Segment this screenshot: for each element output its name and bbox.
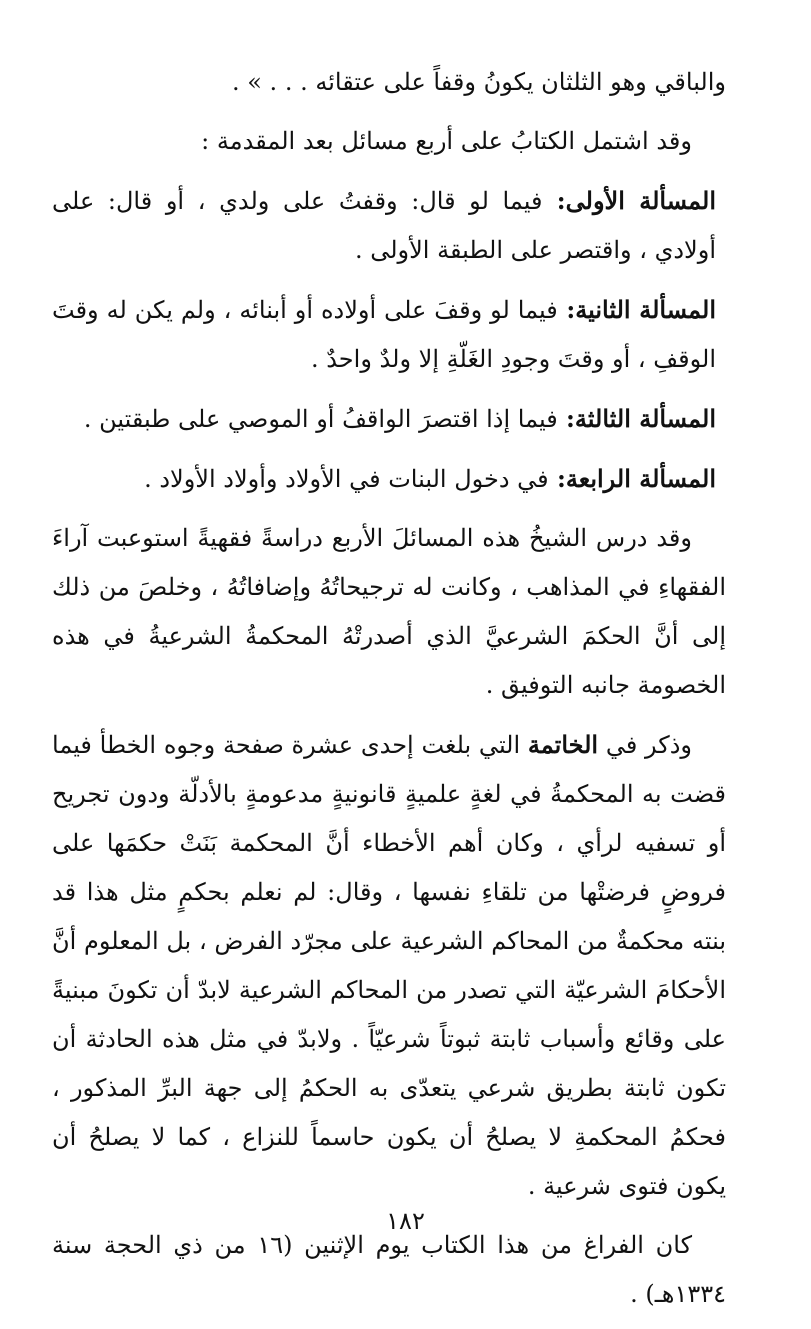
issue-three-text: فيما إذا اقتصرَ الواقفُ أو الموصي على طبقتين . (83, 405, 558, 433)
issue-one-text: فيما لو قال: وقفتُ على ولدي ، أو قال: على أولادي ، واقتصر على الطبقة الأولى . (52, 187, 716, 264)
paragraph-text: كان الفراغ من هذا الكتاب يوم الإثنين (١٦ من ذي الحجة سنة ١٣٣٤هـ) . (52, 1231, 726, 1308)
page-number: ١٨٢ (386, 1207, 425, 1235)
issue-two-text: فيما لو وقفَ على أولاده أو أبنائه ، ولم يكن له وقتَ الوقفِ ، أو وقتَ وجودِ الغَلّةِ إلا ولدٌ واحدٌ . (52, 296, 716, 373)
paragraph-text: وقد درس الشيخُ هذه المسائلَ الأربع دراسةً فقهيةً استوعبت آراءَ الفقهاءِ في المذاهب ، وكانت له ترجيحاتُهُ وإضافاتُهُ ، وخلصَ من ذلك إلى أنَّ الحكمَ الشرعيَّ الذي أصدرتْهُ المحكمةُ الشرعيةُ في هذه الخصومة جانبه التوفيق . (52, 524, 726, 699)
issue-three (52, 394, 726, 444)
issue-four-text: في دخول البنات في الأولاد وأولاد الأولاد . (144, 465, 549, 493)
quote-ending (52, 58, 726, 107)
issue-two (52, 285, 726, 384)
conclusion-summary (52, 720, 726, 1211)
issue-three-heading: المسألة الثالثة: (557, 404, 716, 433)
issue-one-heading: المسألة الأولى: (542, 186, 716, 215)
issue-two-heading: المسألة الثانية: (557, 295, 716, 324)
study-summary (52, 514, 726, 710)
paragraph-text: وقد اشتمل الكتابُ على أربع مسائل بعد المقدمة : (201, 127, 692, 155)
completion-date (52, 1221, 726, 1319)
contents-intro (52, 117, 726, 166)
paragraph-text: التي بلغت إحدى عشرة صفحة وجوه الخطأ فيما قضت به المحكمةُ في لغةٍ علميةٍ قانونيةٍ مدعومةٍ بالأدلّة ودون تجريح أو تسفيه لرأي ، وكان أهم الأخطاء أنَّ المحكمة بَنَتْ حكمَها على فروضٍ فرضتْها من تلقاءِ نفسها ، وقال: لم نعلم بحكمٍ مثل هذا قد بنته محكمةٌ من المحاكم الشرعية على مجرّد الفرض ، بل المعلوم أنَّ الأحكامَ الشرعيّة التي تصدر من المحاكم الشرعية لابدّ أن تكونَ مبنيةً على وقائع وأسباب ثابتة ثبوتاً شرعيّاً . ولابدّ في مثل هذه الحادثة أن تكون ثابتة بطريق شرعي يتعدّى به الحكمُ إلى جهة البرِّ المذكور ، فحكمُ المحكمةِ لا يصلحُ أن يكون حاسماً للنزاع ، كما لا يصلحُ أن يكون فتوى شرعية . (52, 731, 727, 1200)
paragraph-text-before: وذكر في (598, 731, 692, 759)
issue-one (52, 176, 726, 275)
issue-four (52, 454, 726, 504)
conclusion-keyword: الخاتمة (527, 730, 599, 759)
page-body (52, 58, 726, 1329)
paragraph-text: والباقي وهو الثلثان يكونُ وقفاً على عتقائه . . . » . (231, 68, 726, 96)
issue-four-heading: المسألة الرابعة: (548, 464, 716, 493)
